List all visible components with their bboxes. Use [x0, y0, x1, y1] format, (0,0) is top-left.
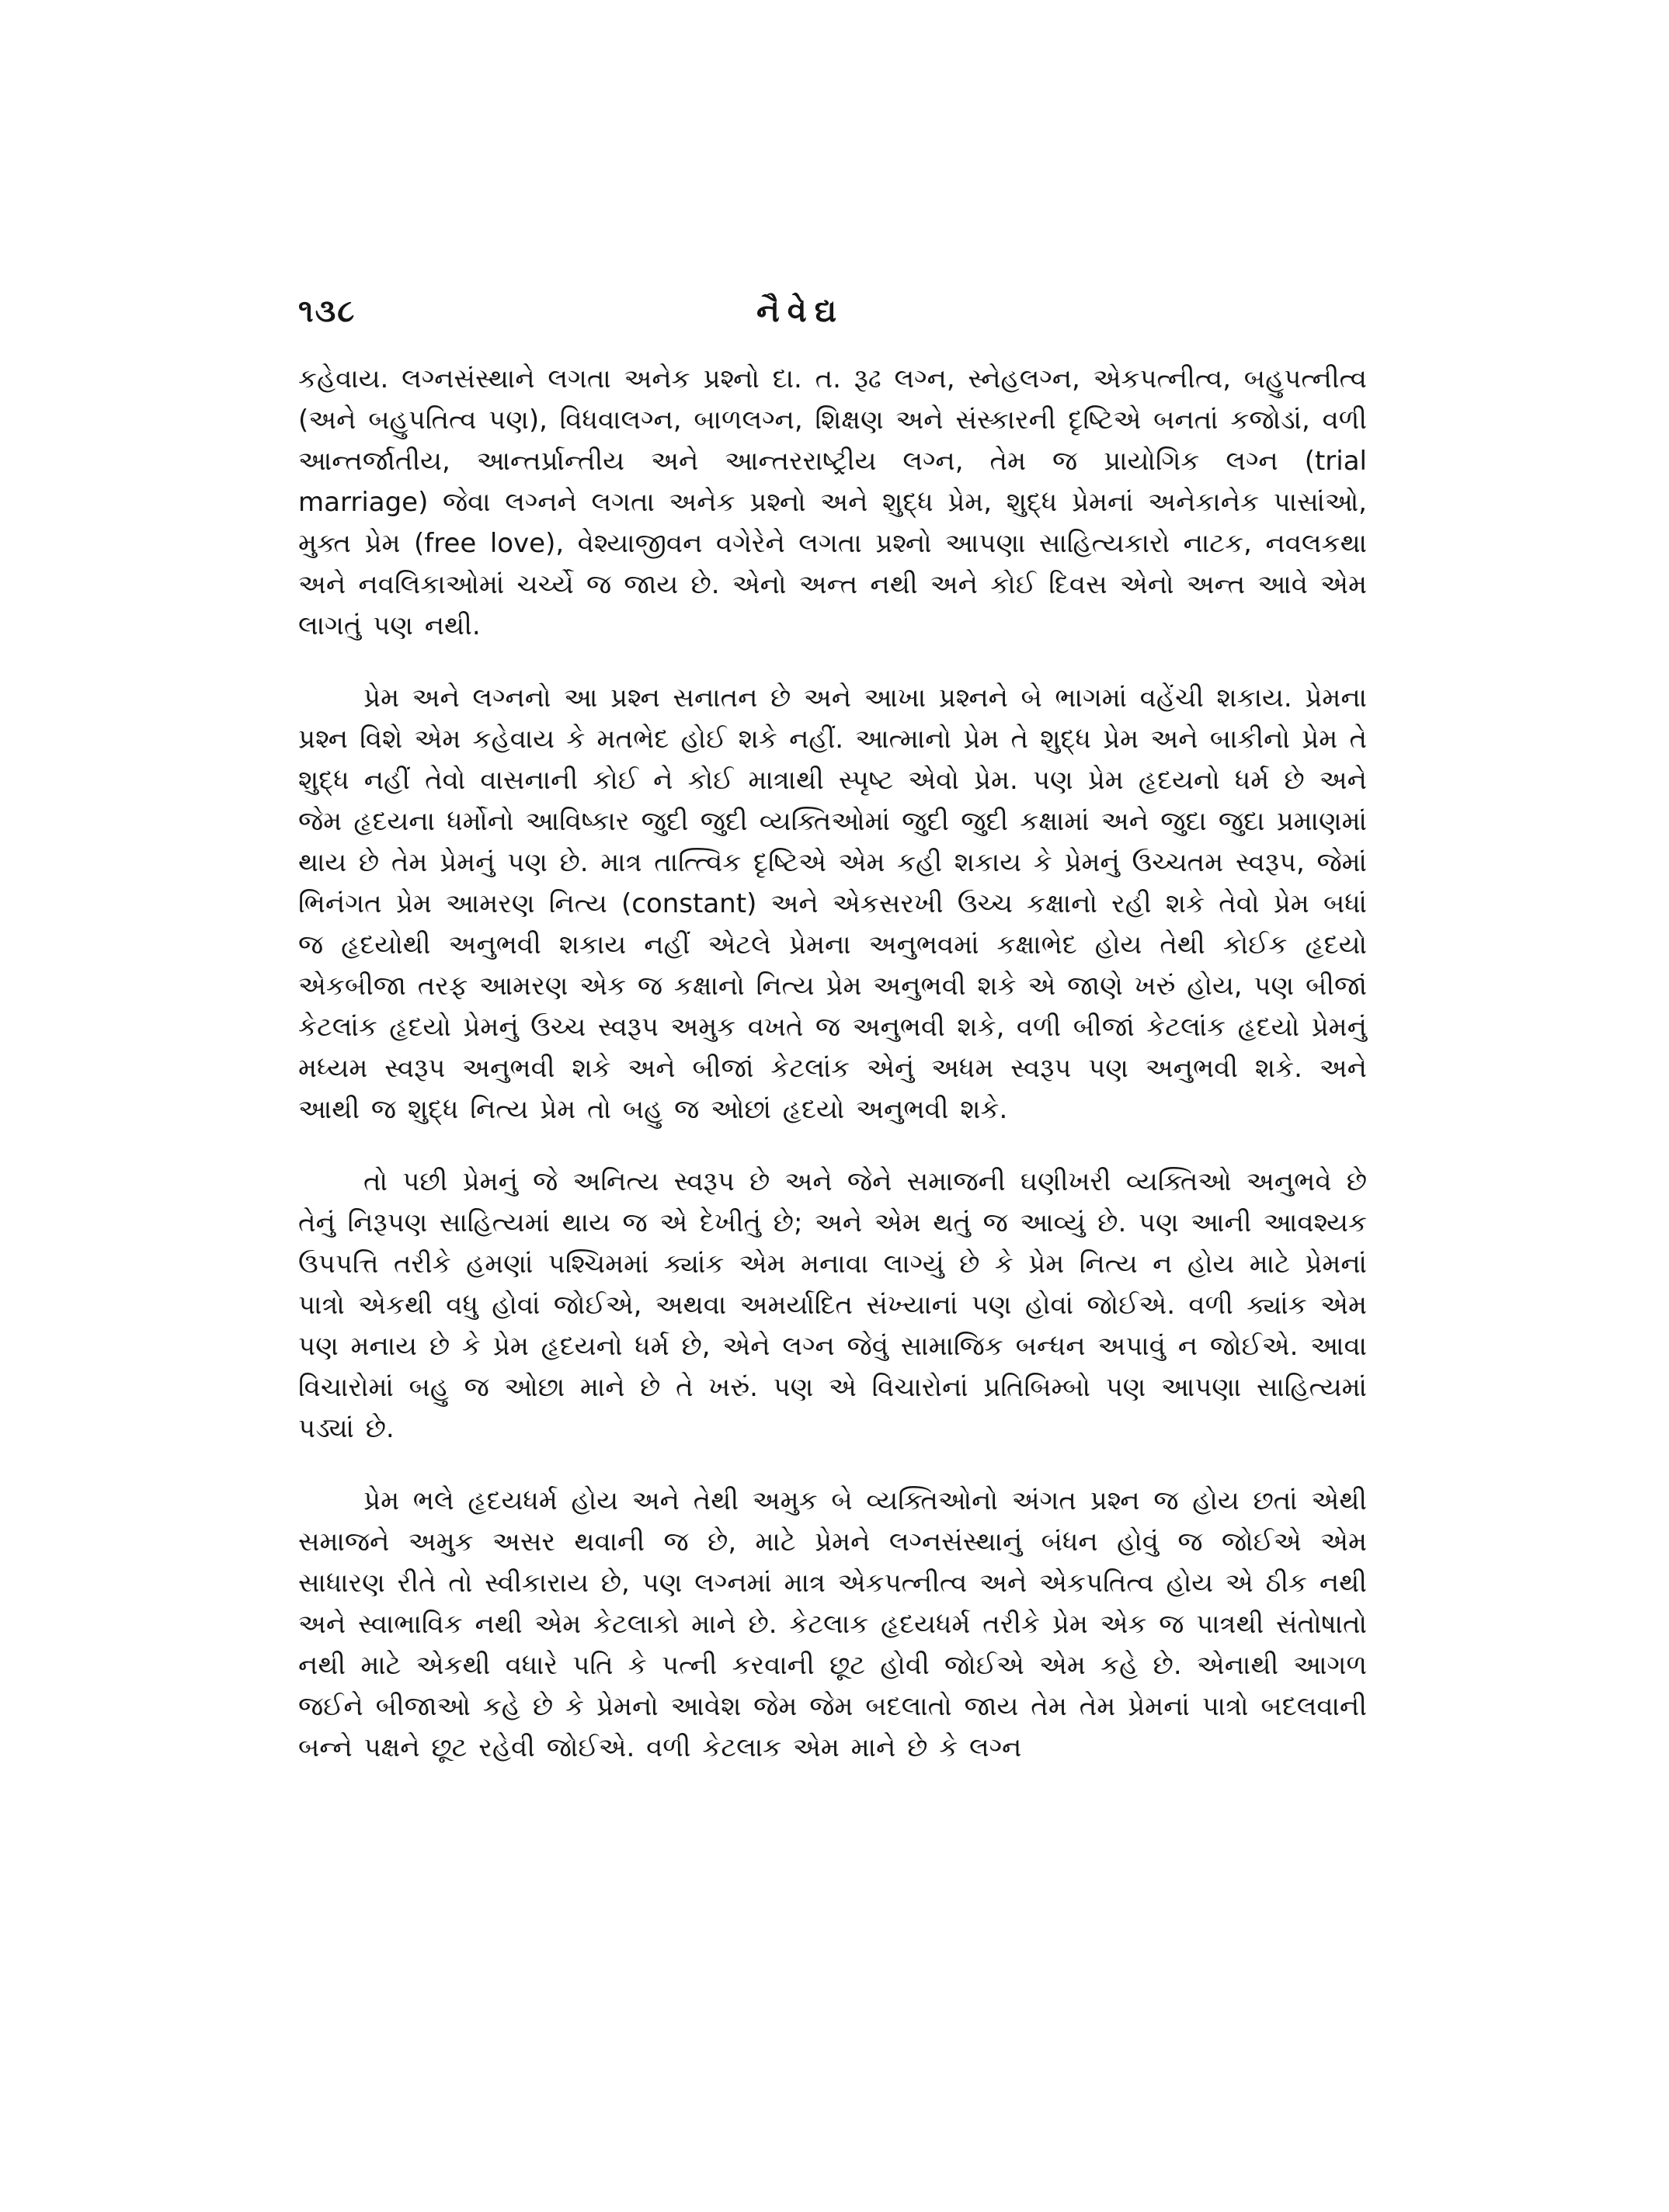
body-text	[298, 359, 1367, 1769]
page-number: ૧૩૮	[298, 293, 356, 329]
paragraph-3: તો પછી પ્રેમનું જે અનિત્ય સ્વરૂપ છે અને જેને સમાજની ઘણીખરી વ્યક્તિઓ અનુભવે છે તેનું નિરૂપણ સાહિત્યમાં થાય જ એ દેખીતું છે; અને એમ થતું જ આવ્યું છે. પણ આની આવશ્યક ઉપપત્તિ તરીકે હમણાં પશ્ચિમમાં ક્યાંક એમ મનાવા લાગ્યું છે કે પ્રેમ નિત્ય ન હોય માટે પ્રેમનાં પાત્રો એકથી વધુ હોવાં જોઈએ, અથવા અમર્યાદિત સંખ્યાનાં પણ હોવાં જોઈએ. વળી ક્યાંક એમ પણ મનાય છે કે પ્રેમ હૃદયનો ધર્મ છે, એને લગ્ન જેવું સામાજિક બન્ધન અપાવું ન જોઈએ. આવા વિચારોમાં બહુ જ ઓછા માને છે તે ખરું. પણ એ વિચારોનાં પ્રતિબિમ્બો પણ આપણા સાહિત્યમાં પડ્યાં છે.	[298, 1166, 1367, 1444]
page-header	[298, 293, 1367, 340]
paragraph-2: પ્રેમ અને લગ્નનો આ પ્રશ્ન સનાતન છે અને આખા પ્રશ્નને બે ભાગમાં વહેંચી શકાય. પ્રેમના પ્રશ્ન વિશે એમ કહેવાય કે મતભેદ હોઈ શકે નહીં. આત્માનો પ્રેમ તે શુદ્ધ પ્રેમ અને બાકીનો પ્રેમ તે શુદ્ધ નહીં તેવો વાસનાની કોઈ ને કોઈ માત્રાથી સ્પૃષ્ટ એવો પ્રેમ. પણ પ્રેમ હૃદયનો ધર્મ છે અને જેમ હૃદયના ધર્મોનો આવિષ્કાર જુદી જુદી વ્યક્તિઓમાં જુદી જુદી કક્ષામાં અને જુદા જુદા પ્રમાણમાં થાય છે તેમ પ્રેમનું પણ છે. માત્ર તાત્ત્વિક દૃષ્ટિએ એમ કહી શકાય કે પ્રેમનું ઉચ્ચતમ સ્વરૂપ, જેમાં ભિનંગત પ્રેમ આમરણ નિત્ય (constant) અને એકસરખી ઉચ્ચ કક્ષાનો રહી શકે તેવો પ્રેમ બધાં જ હૃદયોથી અનુભવી શકાય નહીં એટલે પ્રેમના અનુભવમાં કક્ષાભેદ હોય તેથી કોઈક હૃદયો એકબીજા તરફ આમરણ એક જ કક્ષાનો નિત્ય પ્રેમ અનુભવી શકે એ જાણે ખરું હોય, પણ બીજાં કેટલાંક હૃદયો પ્રેમનું ઉચ્ચ સ્વરૂપ અમુક વખતે જ અનુભવી શકે, વળી બીજાં કેટલાંક હૃદયો પ્રેમનું મધ્યમ સ્વરૂપ અનુભવી શકે અને બીજાં કેટલાંક એનું અધમ સ્વરૂપ પણ અનુભવી શકે. અને આથી જ શુદ્ધ નિત્ય પ્રેમ તો બહુ જ ઓછાં હૃદયો અનુભવી શકે.	[298, 682, 1367, 1125]
running-title: નૈવેદ્ય	[756, 293, 845, 329]
paragraph-1: કહેવાય. લગ્નસંસ્થાને લગતા અનેક પ્રશ્નો દા. ત. રૂઢ લગ્ન, સ્નેહલગ્ન, એકપત્નીત્વ, બહુપત્નીત્વ (અને બહુપતિત્વ પણ), વિધવાલગ્ન, બાળલગ્ન, શિક્ષણ અને સંસ્કારની દૃષ્ટિએ બનતાં કજોડાં, વળી આન્તર્જાતીય, આન્તર્પ્રાન્તીય અને આન્તરરાષ્ટ્રીય લગ્ન, તેમ જ પ્રાયોગિક લગ્ન (trial marriage) જેવા લગ્નને લગતા અનેક પ્રશ્નો અને શુદ્ધ પ્રેમ, શુદ્ધ પ્રેમનાં અનેકાનેક પાસાંઓ, મુક્ત પ્રેમ (free love), વેશ્યાજીવન વગેરેને લગતા પ્રશ્નો આપણા સાહિત્યકારો નાટક, નવલકથા અને નવલિકાઓમાં ચર્ચ્યે જ જાય છે. એનો અન્ત નથી અને કોઈ દિવસ એનો અન્ત આવે એમ લાગતું પણ નથી.	[298, 363, 1367, 641]
paragraph-4: પ્રેમ ભલે હૃદયધર્મ હોય અને તેથી અમુક બે વ્યક્તિઓનો અંગત પ્રશ્ન જ હોય છતાં એથી સમાજને અમુક અસર થવાની જ છે, માટે પ્રેમને લગ્નસંસ્થાનું બંધન હોવું જ જોઈએ એમ સાધારણ રીતે તો સ્વીકારાય છે, પણ લગ્નમાં માત્ર એકપત્નીત્વ અને એકપતિત્વ હોય એ ઠીક નથી અને સ્વાભાવિક નથી એમ કેટલાકો માને છે. કેટલાક હૃદયધર્મ તરીકે પ્રેમ એક જ પાત્રથી સંતોષાતો નથી માટે એકથી વધારે પતિ કે પત્ની કરવાની છૂટ હોવી જોઈએ એમ કહે છે. એનાથી આગળ જઈને બીજાઓ કહે છે કે પ્રેમનો આવેશ જેમ જેમ બદલાતો જાય તેમ તેમ પ્રેમનાં પાત્રો બદલવાની બન્ને પક્ષને છૂટ રહેવી જોઈએ. વળી કેટલાક એમ માને છે કે લગ્ન	[298, 1485, 1367, 1763]
